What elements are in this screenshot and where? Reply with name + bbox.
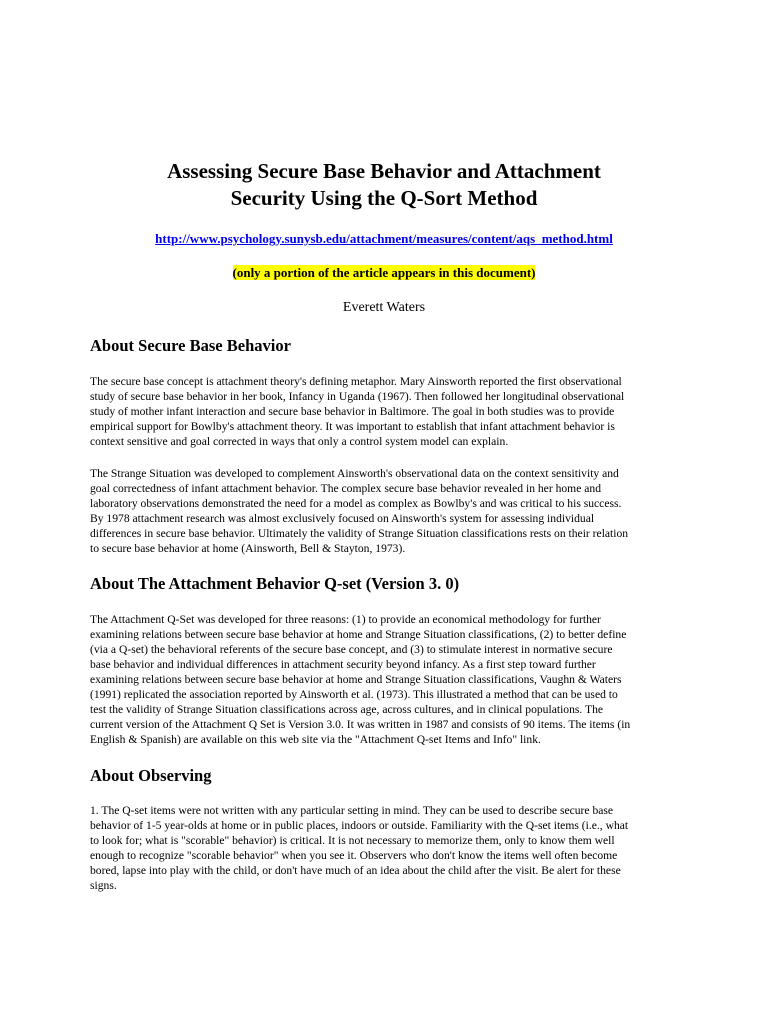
text-line: to look for; what is "scorable" behavior) is critical. It is not necessary to memorize them, only to know them well: [90, 834, 615, 847]
text-line: English & Spanish) are available on this web site via the "Attachment Q-set Items and Info" link.: [90, 733, 541, 746]
text-line: test the validity of Strange Situation classifications across age, across cultures, and in clinical populations. The: [90, 703, 604, 716]
text-line: current version of the Attachment Q Set is Version 3.0. It was written in 1987 and consists of 90 items. The items (in: [90, 718, 631, 731]
text-line: examining relations between secure base behavior at home and Strange Situation classifications, (2) to better define: [90, 628, 627, 641]
text-line: empirical support for Bowlby's attachment theory. It was important to establish that infant attachment behavior is: [90, 420, 615, 433]
text-line: 1. The Q-set items were not written with any particular setting in mind. They can be used to describe secure base: [90, 804, 614, 817]
text-line: (1991) replicated the association reported by Ainsworth et al. (1973). This illustrated a method that can be used to: [90, 688, 618, 701]
highlighted-note-line: [0, 265, 768, 281]
text-line: behavior of 1-5 year-olds at home or in public places, indoors or outside. Familiarity with the Q-set items (i.e., what: [90, 819, 629, 832]
text-line: to secure base behavior at home (Ainsworth, Bell & Stayton, 1973).: [90, 542, 406, 555]
text-line: examining relations between secure base behavior at home and Strange Situation classifications, Vaughn & Waters: [90, 673, 622, 686]
paragraph-strange-situation: [90, 466, 690, 556]
highlighted-note: (only a portion of the article appears in this document): [232, 265, 536, 280]
text-line: laboratory observations demonstrated the need for a model as complex as Bowlby's and was critical to his success.: [90, 497, 622, 510]
title-line-2: Security Using the Q-Sort Method: [230, 186, 538, 210]
author-name: Everett Waters: [342, 300, 426, 315]
text-line: context sensitive and goal corrected in ways that only a control system model can explain.: [90, 435, 509, 448]
text-line: study of mother infant interaction and secure base behavior in Baltimore. The goal in both studies was to provide: [90, 405, 615, 418]
text-line: By 1978 attachment research was almost exclusively focused on Ainsworth's system for assessing individual: [90, 512, 595, 525]
title-line-1: Assessing Secure Base Behavior and Attachment: [167, 159, 601, 183]
document-title: [0, 158, 768, 212]
text-line: The Attachment Q-Set was developed for three reasons: (1) to provide an economical methodology for further: [90, 613, 601, 626]
source-link-line: [0, 231, 768, 247]
text-line: The secure base concept is attachment theory's defining metaphor. Mary Ainsworth reported the first observational: [90, 375, 622, 388]
text-line: The Strange Situation was developed to complement Ainsworth's observational data on the context sensitivity and: [90, 467, 619, 480]
text-line: base behavior and individual differences in attachment security beyond infancy. As a first step toward further: [90, 658, 596, 671]
source-url-link[interactable]: http://www.psychology.sunysb.edu/attachment/measures/content/aqs_method.html: [155, 231, 613, 246]
paragraph-secure-base-concept: [90, 374, 690, 449]
text-line: signs.: [90, 879, 117, 892]
text-line: differences in secure base behavior. Ultimately the validity of Strange Situation classifications rests on their relation: [90, 527, 629, 540]
paragraph-observing: [90, 803, 690, 893]
text-line: enough to recognize "scorable behavior" when you see it. Observers who don't know the items well often become: [90, 849, 618, 862]
text-line: study of secure base behavior in her book, Infancy in Uganda (1967). Then followed her longitudinal observational: [90, 390, 625, 403]
text-line: (via a Q-set) the behavioral referents of the secure base concept, and (3) to stimulate interest in normative secure: [90, 643, 613, 656]
section-heading-q-set: About The Attachment Behavior Q-set (Version 3. 0): [90, 574, 460, 593]
text-line: goal correctedness of infant attachment behavior. The complex secure base behavior revealed in her home and: [90, 482, 601, 495]
section-heading-secure-base: About Secure Base Behavior: [90, 336, 291, 355]
text-line: bored, lapse into play with the child, or don't have much of an idea about the child after the visit. Be alert for these: [90, 864, 621, 877]
section-heading-observing: About Observing: [90, 766, 212, 785]
paragraph-attachment-q-set: [90, 612, 690, 747]
